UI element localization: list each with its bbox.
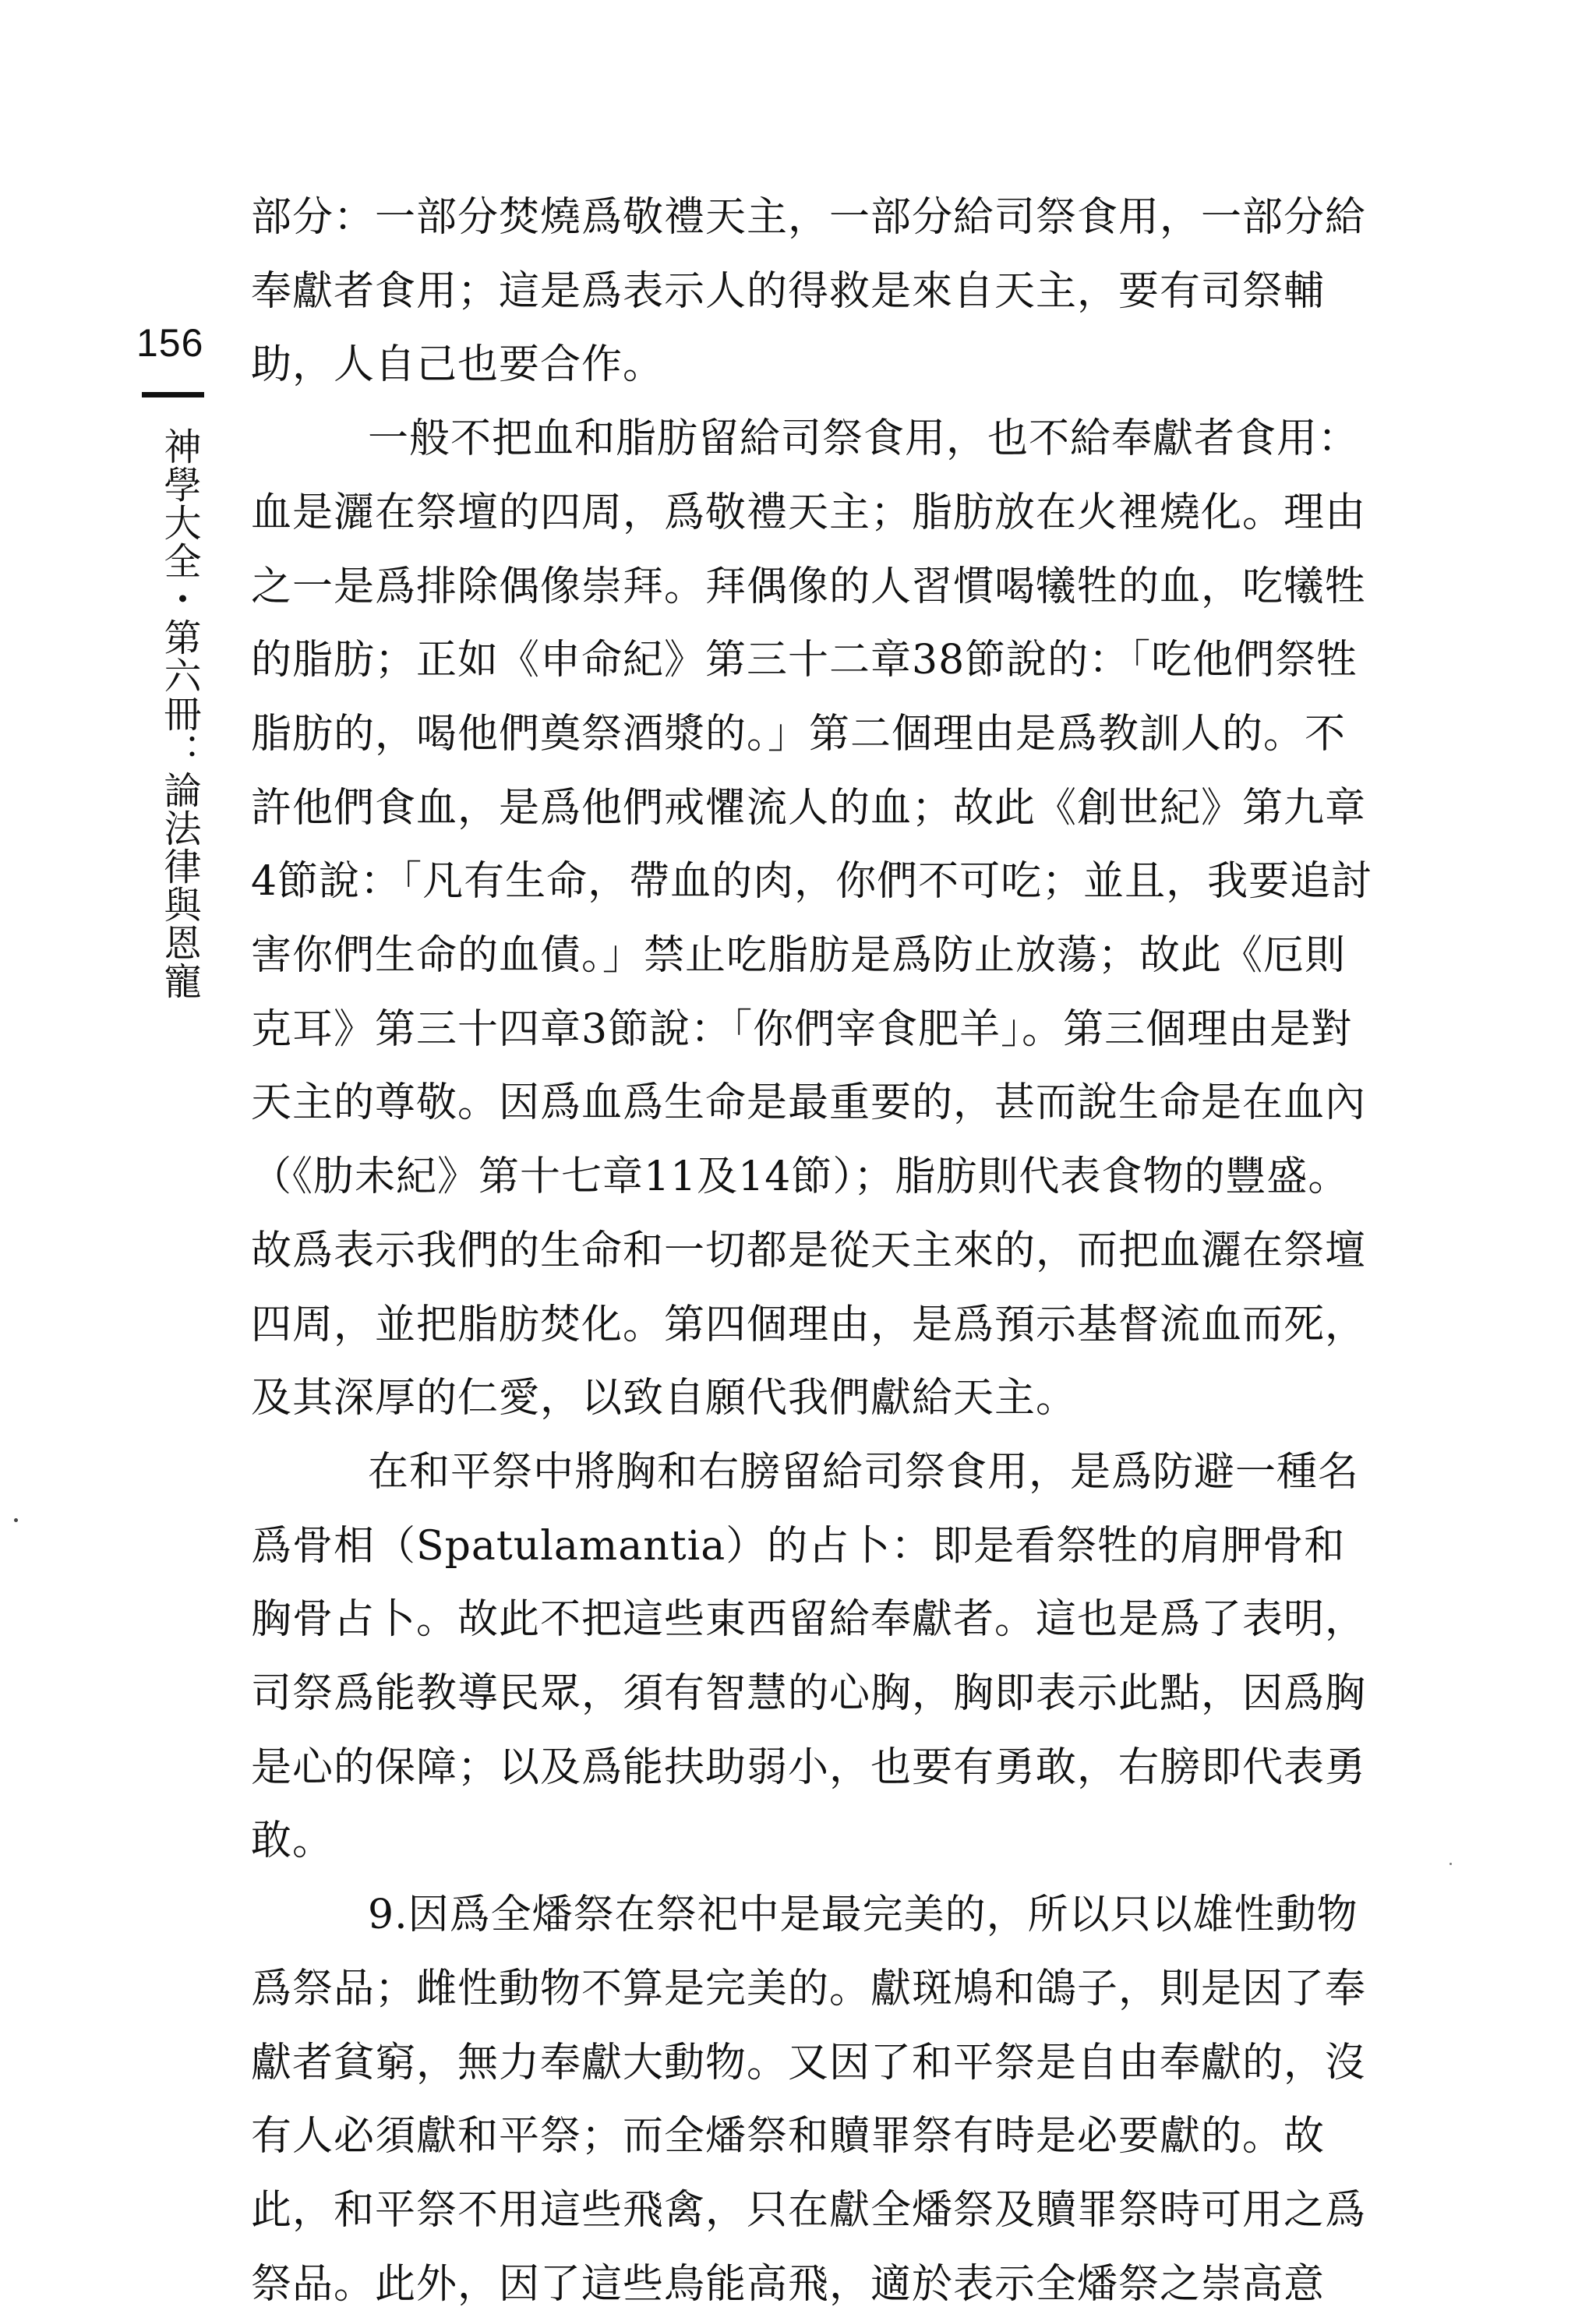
margin-rule: [142, 392, 204, 397]
body-text: [251, 181, 1373, 2321]
scan-speck: [1449, 1863, 1452, 1865]
paragraph-3: 在和平祭中將胸和右膀留給司祭食用，是爲防避一種名爲骨相（Spatulamantia）的占卜：即是看祭牲的肩胛骨和胸骨占卜。故此不把這些東西留給奉獻者。這也是爲了表明，司祭爲能教導民眾，須有智慧的心胸，胸即表示此點，因爲胸是心的保障；以及爲能扶助弱小，也要有勇敢，右膀即代表勇敢。: [251, 1448, 1367, 1865]
page-number: 156: [136, 321, 204, 365]
running-title: 神學大全・第六冊：論法律與恩寵: [157, 427, 201, 1000]
paragraph-1: 部分：一部分焚燒爲敬禮天主，一部分給司祭食用，一部分給奉獻者食用；這是爲表示人的得救是來自天主，要有司祭輔助，人自己也要合作。: [251, 194, 1367, 389]
paragraph-4: 9.因爲全燔祭在祭祀中是最完美的，所以只以雄性動物爲祭品；雌性動物不算是完美的。獻斑鳩和鴿子，則是因了奉獻者貧窮，無力奉獻大動物。又因了和平祭是自由奉獻的，沒有人必須獻和平祭；而全燔祭和贖罪祭有時是必要獻的。故此，和平祭不用這些飛禽，只在獻全燔祭及贖罪祭時可用之爲祭品。此外，因了這些鳥能高飛，適於表示全燔祭之崇高意: [251, 1892, 1367, 2308]
scan-speck: [14, 1518, 18, 1522]
paragraph-2: 一般不把血和脂肪留給司祭食用，也不給奉獻者食用：血是灑在祭壇的四周，爲敬禮天主；脂肪放在火裡燒化。理由之一是爲排除偶像崇拜。拜偶像的人習慣喝犧牲的血，吃犧牲的脂肪；正如《申命紀》第三十二章38節說的：「吃他們祭牲脂肪的，喝他們奠祭酒漿的。」第二個理由是爲教訓人的。不許他們食血，是爲他們戒懼流人的血；故此《創世紀》第九章4節說：「凡有生命，帶血的肉，你們不可吃；並且，我要追討害你們生命的血債。」禁止吃脂肪是爲防止放蕩；故此《厄則克耳》第三十四章3節說：「你們宰食肥羊」。第三個理由是對天主的尊敬。因爲血爲生命是最重要的，甚而說生命是在血內（《肋未紀》第十七章11及14節）；脂肪則代表食物的豐盛。故爲表示我們的生命和一切都是從天主來的，而把血灑在祭壇四周，並把脂肪焚化。第四個理由，是爲預示基督流血而死，及其深厚的仁愛，以致自願代我們獻給天主。: [251, 415, 1373, 1422]
